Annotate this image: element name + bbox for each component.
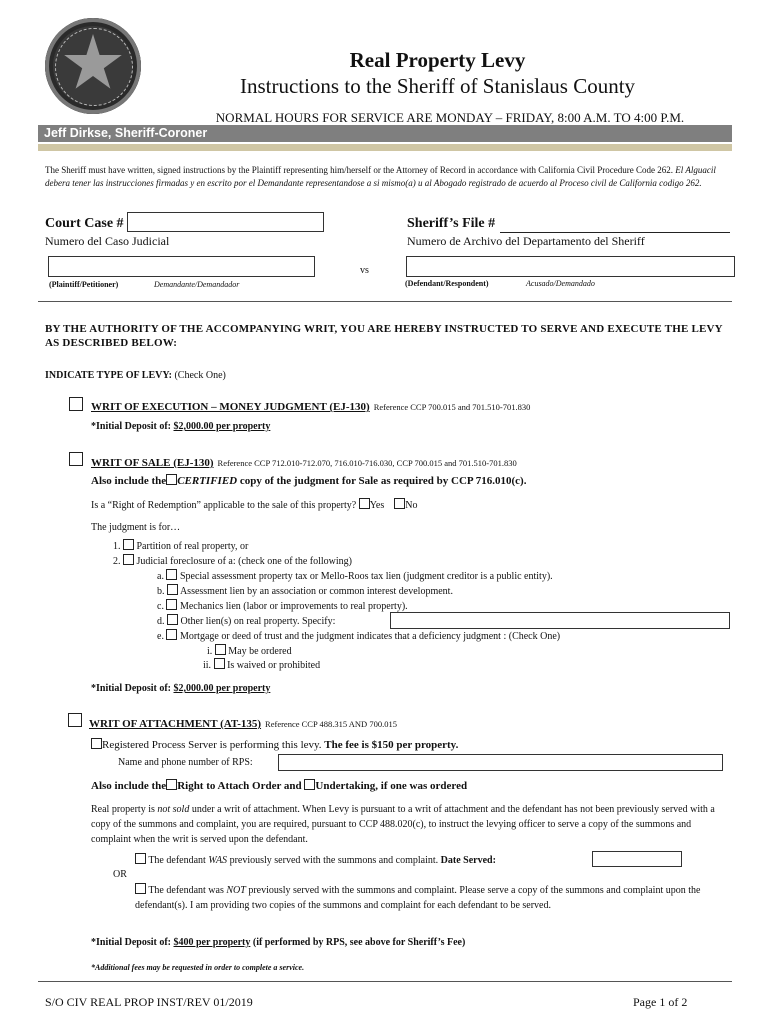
item-number: 1. xyxy=(113,541,121,552)
page-title: Real Property Levy xyxy=(349,48,526,72)
para-not-sold: not sold xyxy=(157,804,190,815)
writ-attachment-ref: Reference CCP 488.315 AND 700.015 xyxy=(265,719,397,729)
writ-execution-deposit xyxy=(91,421,270,432)
or-label: OR xyxy=(113,869,127,880)
option-label: Mechanics lien (labor or improvements to real property). xyxy=(179,601,408,612)
foreclosure-option-a xyxy=(157,569,553,582)
also-include-label: Also include the xyxy=(91,475,167,487)
also-include-label: Also include the xyxy=(91,780,167,792)
option-letter: b. xyxy=(157,586,165,597)
writ-attachment-deposit xyxy=(91,937,465,948)
writ-sale-checkbox[interactable] xyxy=(69,452,83,466)
service-hours: NORMAL HOURS FOR SERVICE ARE MONDAY – FRIDAY, 8:00 A.M. TO 4:00 P.M. xyxy=(215,110,685,125)
was-served-checkbox[interactable] xyxy=(135,853,146,864)
divider xyxy=(38,981,732,982)
option-c-checkbox[interactable] xyxy=(166,599,177,610)
not-word: NOT xyxy=(226,885,246,896)
option-label: May be ordered xyxy=(228,646,292,657)
option-letter: d. xyxy=(157,616,165,627)
option-label: Is waived or prohibited xyxy=(227,660,321,671)
writ-execution-ref: Reference CCP 700.015 and 701.510-701.830 xyxy=(373,402,531,412)
option-b-checkbox[interactable] xyxy=(167,584,178,595)
sheriff-file-field[interactable] xyxy=(500,218,730,233)
sheriff-name-bar: Jeff Dirkse, Sheriff-Coroner xyxy=(38,125,732,142)
rps-phone-label: Name and phone number of RPS: xyxy=(118,757,253,768)
defendant-was-served-line xyxy=(135,853,496,866)
intro-text xyxy=(45,164,725,189)
right-to-attach-label: Right to Attach Order and xyxy=(177,780,302,792)
deposit-label: *Initial Deposit of: xyxy=(91,937,171,948)
option-letter: e. xyxy=(157,631,164,642)
writ-sale-heading xyxy=(91,453,517,471)
divider xyxy=(38,144,732,151)
para-post: under a writ of attachment. When Levy is pursuant to a writ of attachment and the defendant has not been previously served with a copy of the summons and complaint, you are required, pursuant to CCP 488.020(c), to instruct the levying officer to serve a copy of the summons and complaint when the writ is served upon the defendant. xyxy=(91,804,715,845)
deposit-value: $400 per property xyxy=(173,937,251,948)
redemption-question: Is a “Right of Redemption” applicable to the sale of this property? xyxy=(91,500,357,511)
writ-sale-deposit xyxy=(91,683,270,694)
deficiency-option-ii xyxy=(203,658,320,671)
item-label: Judicial foreclosure of a: (check one of the following) xyxy=(136,556,352,567)
redemption-line xyxy=(91,498,418,511)
authority-statement: BY THE AUTHORITY OF THE ACCOMPANYING WRIT, YOU ARE HEREBY INSTRUCTED TO SERVE AND EXECUTE THE LEVY AS DESCRIBED BELOW: xyxy=(45,323,723,349)
writ-attachment-checkbox[interactable] xyxy=(68,713,82,727)
form-id: S/O CIV REAL PROP INST/REV 01/2019 xyxy=(45,995,253,1009)
plaintiff-sublabel: Demandante/Demandador xyxy=(154,280,240,289)
rps-phone-field[interactable] xyxy=(278,754,723,771)
redemption-no-label: No xyxy=(405,500,418,511)
writ-execution-heading xyxy=(91,397,530,415)
certified-word: CERTIFIED xyxy=(177,475,238,487)
foreclosure-option-c xyxy=(157,599,408,612)
writ-execution-title: WRIT OF EXECUTION – MONEY JUDGMENT (EJ-130) xyxy=(91,401,370,413)
page-subtitle: Instructions to the Sheriff of Stanislaus County xyxy=(239,74,636,98)
foreclosure-option-d xyxy=(157,614,335,627)
sheriff-file-label: Sheriff’s File # xyxy=(407,216,496,231)
waived-checkbox[interactable] xyxy=(214,658,225,669)
writ-attachment-heading xyxy=(89,714,397,732)
judgment-for: The judgment is for… xyxy=(91,522,181,533)
option-letter: c. xyxy=(157,601,164,612)
date-served-label: Date Served: xyxy=(440,855,496,866)
rps-text: Registered Process Server is performing this levy. xyxy=(102,739,322,751)
intro-spanish: El Alguacil debera tener las instrucciones firmadas y en escrito por el Demandante representandose a si mismo(a) u al Abogado registrado de acuerdo al Proceso civil de California codigo 262. xyxy=(45,165,716,188)
attachment-also-include xyxy=(91,779,467,792)
not-served-checkbox[interactable] xyxy=(135,883,146,894)
option-e-checkbox[interactable] xyxy=(166,629,177,640)
rps-checkbox[interactable] xyxy=(91,738,102,749)
redemption-yes-checkbox[interactable] xyxy=(359,498,370,509)
deposit-label: *Initial Deposit of: xyxy=(91,683,171,694)
date-served-field[interactable] xyxy=(592,851,682,867)
right-to-attach-checkbox[interactable] xyxy=(166,779,177,790)
additional-fees-note: *Additional fees may be requested in order to complete a service. xyxy=(91,963,305,972)
sheriff-file-sublabel: Numero de Archivo del Departamento del Sheriff xyxy=(407,234,645,248)
certified-checkbox[interactable] xyxy=(166,474,177,485)
writ-sale-ref: Reference CCP 712.010-712.070, 716.010-716.030, CCP 700.015 and 701.510-701.830 xyxy=(217,458,517,468)
defendant-sublabel: Acusado/Demandado xyxy=(526,279,595,288)
option-d-checkbox[interactable] xyxy=(167,614,178,625)
option-label: Special assessment property tax or Mello-Roos tax lien (judgment creditor is a public entity). xyxy=(179,571,553,582)
undertaking-label: Undertaking, if one was ordered xyxy=(315,780,468,792)
deposit-value: $2,000.00 per property xyxy=(173,421,271,432)
option-numeral: i. xyxy=(207,646,213,657)
sheriff-badge-logo xyxy=(45,18,141,114)
item-number: 2. xyxy=(113,556,121,567)
undertaking-checkbox[interactable] xyxy=(304,779,315,790)
writ-execution-checkbox[interactable] xyxy=(69,397,83,411)
rps-fee: The fee is $150 per property. xyxy=(324,739,459,751)
vs-label: vs xyxy=(360,265,369,276)
court-case-field[interactable] xyxy=(127,212,324,232)
writ-sale-title: WRIT OF SALE (EJ-130) xyxy=(91,457,214,469)
was-pre: The defendant xyxy=(148,855,206,866)
attachment-paragraph xyxy=(91,802,731,847)
other-lien-specify-field[interactable] xyxy=(390,612,730,629)
intro-english: The Sheriff must have written, signed instructions by the Plaintiff representing him/herself or the Attorney of Record in accordance with California Civil Procedure Code 262. xyxy=(45,165,674,175)
court-case-sublabel: Numero del Caso Judicial xyxy=(45,234,170,248)
partition-checkbox[interactable] xyxy=(123,539,134,550)
defendant-label: (Defendant/Respondent) xyxy=(405,279,489,288)
divider xyxy=(38,301,732,302)
option-a-checkbox[interactable] xyxy=(166,569,177,580)
option-label: Mortgage or deed of trust and the judgment indicates that a deficiency judgment : (Check One) xyxy=(179,631,561,642)
may-be-ordered-checkbox[interactable] xyxy=(215,644,226,655)
writ-sale-certified-line xyxy=(91,474,526,487)
option-label: Assessment lien by an association or common interest development. xyxy=(179,586,453,597)
judgment-item-2 xyxy=(113,554,352,567)
court-case-label: Court Case # xyxy=(45,216,124,231)
foreclosure-checkbox[interactable] xyxy=(123,554,134,565)
was-post: previously served with the summons and complaint. xyxy=(229,855,439,866)
certified-rest: copy of the judgment for Sale as required by CCP 716.010(c). xyxy=(239,475,527,487)
defendant-field[interactable] xyxy=(406,256,735,277)
judgment-item-1 xyxy=(113,539,248,552)
plaintiff-field[interactable] xyxy=(48,256,315,277)
plaintiff-label: (Plaintiff/Petitioner) xyxy=(49,280,119,289)
page-number: Page 1 of 2 xyxy=(633,995,688,1009)
deposit-note: (if performed by RPS, see above for Sheriff’s Fee) xyxy=(252,937,466,948)
foreclosure-option-b xyxy=(157,584,453,597)
not-pre: The defendant was xyxy=(148,885,224,896)
was-word: WAS xyxy=(208,855,228,866)
deposit-label: *Initial Deposit of: xyxy=(91,421,171,432)
levy-type-hint: (Check One) xyxy=(174,370,226,381)
redemption-yes-label: Yes xyxy=(369,500,385,511)
redemption-no-checkbox[interactable] xyxy=(394,498,405,509)
levy-type-heading xyxy=(45,370,226,381)
levy-type-label: INDICATE TYPE OF LEVY: xyxy=(45,370,172,381)
not-post: previously served with the summons and complaint. Please serve a copy of the summons and complaint upon the defendant(s). I am providing two copies of the summons and complaint for each defendant to be served. xyxy=(135,885,701,911)
rps-line xyxy=(91,738,458,751)
deficiency-option-i xyxy=(207,644,292,657)
deposit-value: $2,000.00 per property xyxy=(173,683,271,694)
option-label: Other lien(s) on real property. Specify: xyxy=(180,616,336,627)
foreclosure-option-e xyxy=(157,629,560,642)
defendant-not-served-line xyxy=(135,883,727,913)
item-label: Partition of real property, or xyxy=(136,541,249,552)
writ-attachment-title: WRIT OF ATTACHMENT (AT-135) xyxy=(89,718,262,730)
option-numeral: ii. xyxy=(203,660,212,671)
para-pre: Real property is xyxy=(91,804,155,815)
option-letter: a. xyxy=(157,571,164,582)
